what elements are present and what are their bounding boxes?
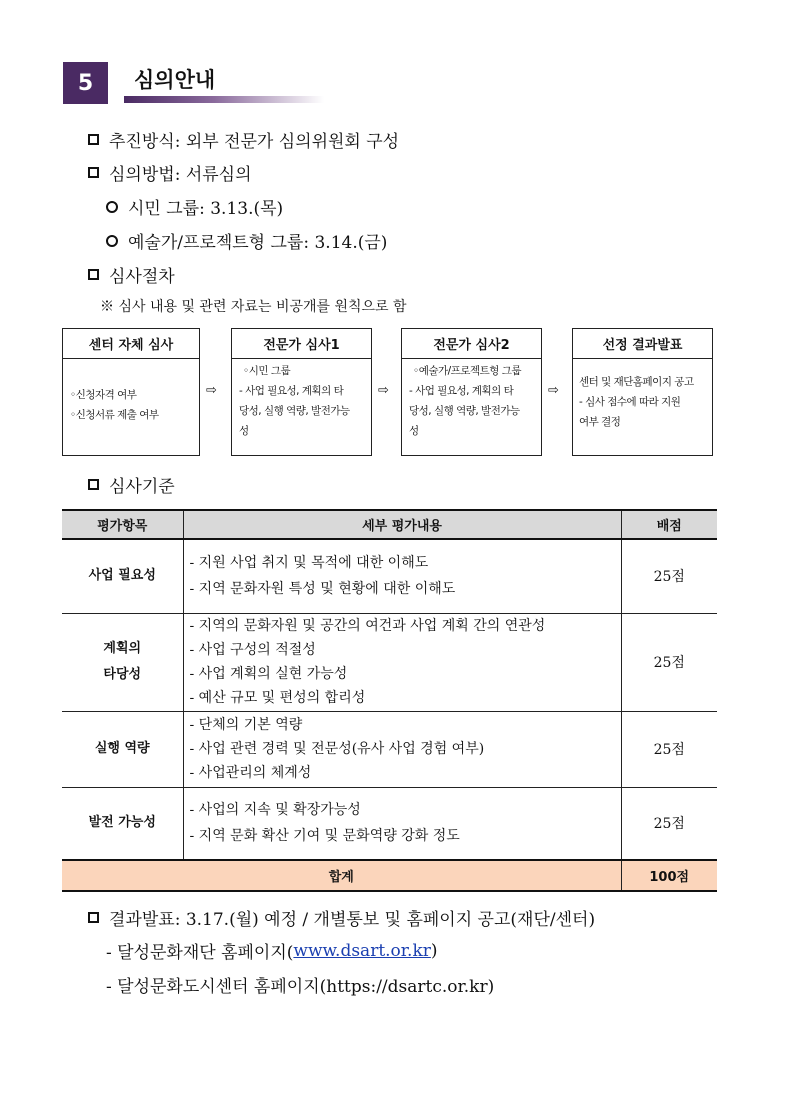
detail-line: - 지역 문화 확산 기여 및 문화역량 강화 정도	[189, 828, 460, 845]
process-line: ◦시민 그룹	[243, 365, 291, 377]
review-text: 심의방법: 서류심의	[109, 165, 252, 185]
header-score: 배점	[621, 510, 717, 539]
result-text: 결과발표: 3.17.(월) 예정 / 개별통보 및 홈페이지 공고(재단/센터)	[109, 910, 596, 930]
process-step-2	[231, 328, 372, 456]
procedure-item	[88, 262, 175, 287]
checkbox-square-icon	[88, 912, 99, 923]
review-item	[88, 160, 252, 185]
method-text: 추진방식: 외부 전문가 심의위원회 구성	[109, 132, 400, 152]
artist-group-item	[106, 228, 387, 253]
process-line: ◦신청자격 여부	[70, 389, 137, 401]
method-item	[88, 127, 399, 152]
title-underline-bar	[124, 96, 324, 103]
total-score: 100점	[621, 860, 717, 891]
section-number: 5	[63, 62, 108, 104]
detail-line: - 지역의 문화자원 및 공간의 여건과 사업 계획 간의 연관성	[189, 618, 546, 634]
process-step-1	[62, 328, 200, 456]
process-line: 성	[239, 425, 249, 437]
detail-line: - 예산 규모 및 편성의 합리성	[189, 690, 366, 706]
procedure-text: 심사절차	[109, 267, 175, 287]
checkbox-square-icon	[88, 134, 99, 145]
row-details	[183, 787, 621, 860]
process-line: 센터 및 재단홈페이지 공고	[579, 376, 694, 388]
process-step-body	[579, 372, 707, 432]
circle-bullet-icon	[106, 201, 118, 213]
process-step-title: 센터 자체 심사	[63, 329, 199, 359]
right-arrow-icon: ⇨	[206, 383, 217, 398]
process-line: 당성, 실행 역량, 발전가능	[409, 405, 520, 417]
header-item: 평가항목	[62, 510, 183, 539]
row-item-line: 타당성	[103, 667, 142, 682]
process-step-title: 선정 결과발표	[573, 329, 712, 359]
artist-group-text: 예술가/프로젝트형 그룹: 3.14.(금)	[128, 233, 388, 253]
row-item: 발전 가능성	[62, 787, 183, 860]
center-homepage-text: - 달성문화도시센터 홈페이지(https://dsartc.or.kr)	[106, 977, 495, 997]
foundation-suffix: )	[430, 940, 438, 961]
circle-bullet-icon	[106, 235, 118, 247]
row-details	[183, 539, 621, 613]
detail-line: - 사업 구성의 적절성	[189, 642, 316, 658]
process-line: - 사업 필요성, 계획의 타	[409, 385, 514, 397]
section-title: 심의안내	[134, 68, 216, 92]
right-arrow-icon: ⇨	[548, 383, 559, 398]
detail-line: - 사업 계획의 실현 가능성	[189, 666, 348, 682]
foundation-url-link[interactable]: www.dsart.or.kr	[293, 940, 431, 961]
criteria-item	[88, 472, 175, 497]
detail-line: - 사업 관련 경력 및 전문성(유사 사업 경험 여부)	[189, 741, 485, 757]
detail-line: - 지원 사업 취지 및 목적에 대한 이해도	[189, 555, 429, 572]
process-line: 성	[409, 425, 419, 437]
citizen-group-text: 시민 그룹: 3.13.(목)	[128, 199, 284, 219]
row-score: 25점	[621, 711, 717, 787]
process-step-body	[70, 385, 194, 425]
process-line: ◦신청서류 제출 여부	[70, 409, 159, 421]
procedure-note: ※ 심사 내용 및 관련 자료는 비공개를 원칙으로 함	[100, 299, 407, 315]
detail-line: - 단체의 기본 역량	[189, 717, 303, 733]
process-step-body	[239, 361, 366, 441]
center-homepage-line	[106, 972, 494, 997]
process-line: - 심사 점수에 따라 지원	[579, 396, 681, 408]
row-details	[183, 613, 621, 711]
detail-line: - 사업의 지속 및 확장가능성	[189, 802, 361, 819]
process-line: 여부 결정	[579, 416, 621, 428]
table-total-row	[62, 860, 717, 891]
foundation-prefix: - 달성문화재단 홈페이지(	[106, 943, 294, 963]
process-step-3	[401, 328, 542, 456]
table-row	[62, 613, 717, 711]
process-step-title: 전문가 심사1	[232, 329, 371, 359]
row-details	[183, 711, 621, 787]
row-score: 25점	[621, 613, 717, 711]
table-row	[62, 787, 717, 860]
checkbox-square-icon	[88, 479, 99, 490]
process-step-4	[572, 328, 713, 456]
table-header-row	[62, 510, 717, 539]
row-score: 25점	[621, 787, 717, 860]
row-item: 사업 필요성	[62, 539, 183, 613]
detail-line: - 사업관리의 체계성	[189, 765, 312, 781]
header-details: 세부 평가내용	[183, 510, 621, 539]
result-item	[88, 905, 595, 930]
row-item	[62, 613, 183, 711]
criteria-table	[62, 509, 717, 892]
foundation-homepage-line	[106, 938, 438, 963]
row-item-line: 계획의	[103, 641, 142, 656]
table-row	[62, 711, 717, 787]
checkbox-square-icon	[88, 167, 99, 178]
row-score: 25점	[653, 569, 685, 586]
total-label: 합계	[62, 860, 621, 891]
criteria-text: 심사기준	[109, 477, 175, 497]
process-step-body	[409, 361, 536, 441]
process-line: - 사업 필요성, 계획의 타	[239, 385, 344, 397]
citizen-group-item	[106, 194, 283, 219]
detail-line: - 지역 문화자원 특성 및 현황에 대한 이해도	[189, 581, 456, 598]
process-line: 당성, 실행 역량, 발전가능	[239, 405, 350, 417]
table-row	[62, 539, 717, 613]
row-item: 실행 역량	[62, 711, 183, 787]
right-arrow-icon: ⇨	[378, 383, 389, 398]
process-line: ◦예술가/프로젝트형 그룹	[413, 365, 521, 377]
checkbox-square-icon	[88, 269, 99, 280]
process-step-title: 전문가 심사2	[402, 329, 541, 359]
